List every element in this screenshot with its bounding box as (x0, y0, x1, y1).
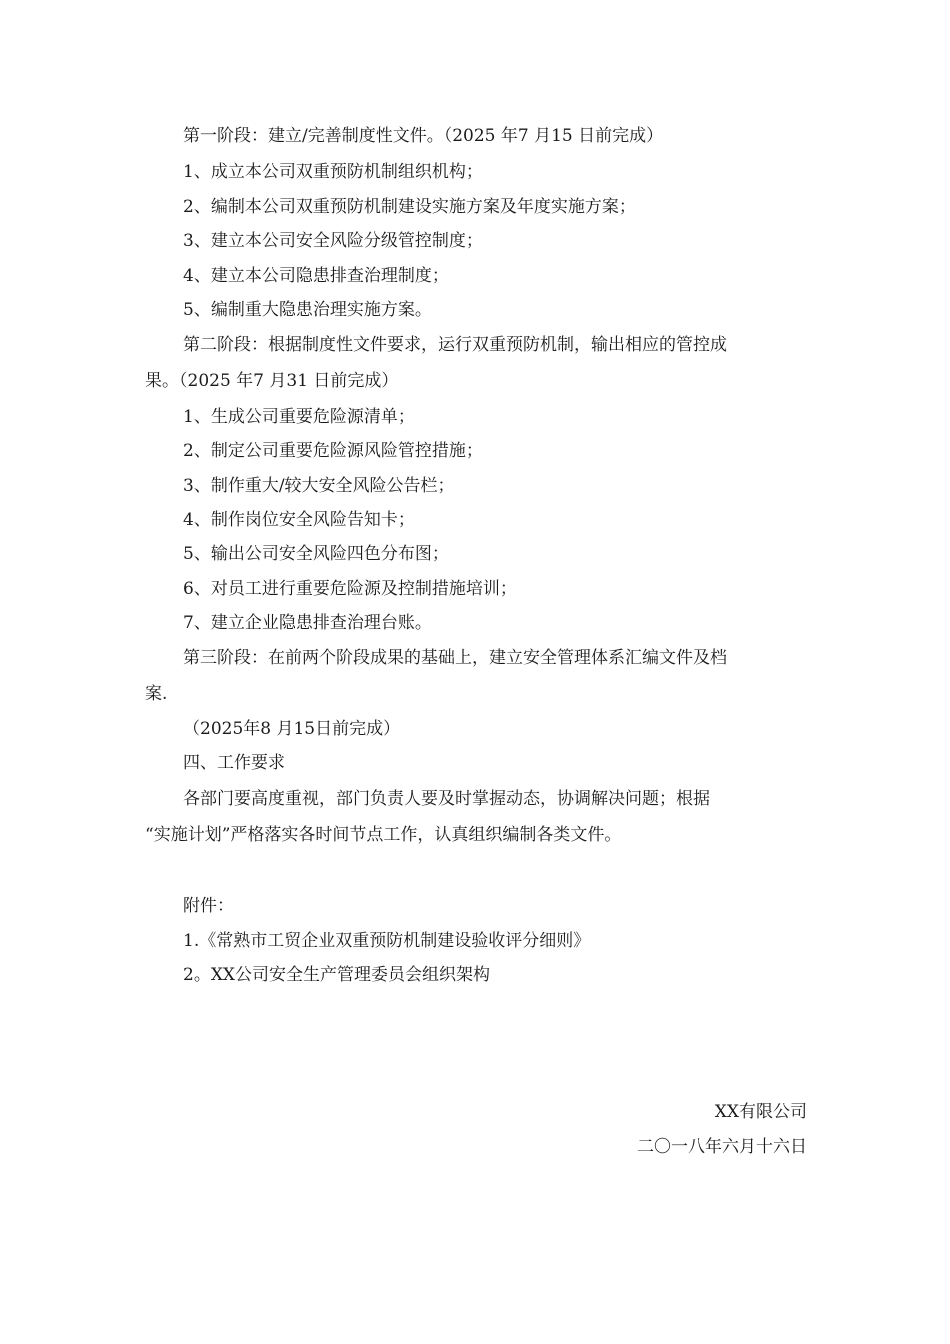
phase2-item: 3、制作重大/较大安全风险公告栏； (183, 476, 455, 496)
phase1-item: 1、成立本公司双重预防机制组织机构； (183, 162, 483, 182)
phase1-heading: 第一阶段：建立/完善制度性文件。（2025 年7 月15 日前完成） (183, 126, 664, 146)
signature-company: XX有限公司 (714, 1102, 807, 1122)
phase1-item: 4、建立本公司隐患排查治理制度； (183, 266, 449, 286)
phase2-item: 5、输出公司安全风险四色分布图； (183, 544, 449, 564)
phase3-heading: 第三阶段：在前两个阶段成果的基础上，建立安全管理体系汇编文件及档 (183, 648, 727, 668)
phase2-item: 4、制作岗位安全风险告知卡； (183, 510, 415, 530)
phase2-item: 6、对员工进行重要危险源及控制措施培训； (183, 579, 517, 599)
attachments-label: 附件： (183, 896, 234, 916)
attachment-item: 1.《常熟市工贸企业双重预防机制建设验收评分细则》 (183, 931, 591, 951)
phase2-item: 1、生成公司重要危险源清单； (183, 407, 415, 427)
phase1-item: 2、编制本公司双重预防机制建设实施方案及年度实施方案； (183, 197, 636, 217)
section4-body-cont: “实施计划”严格落实各时间节点工作，认真组织编制各类文件。 (145, 825, 622, 845)
phase2-heading-cont: 果。（2025 年7 月31 日前完成） (145, 371, 399, 391)
phase2-item: 2、制定公司重要危险源风险管控措施； (183, 441, 483, 461)
attachment-item: 2。XX公司安全生产管理委员会组织架构 (183, 965, 491, 985)
signature-date: 二〇一八年六月十六日 (637, 1137, 807, 1157)
phase2-heading: 第二阶段：根据制度性文件要求，运行双重预防机制，输出相应的管控成 (183, 335, 727, 355)
section4-title: 四、工作要求 (183, 753, 285, 773)
phase1-item: 3、建立本公司安全风险分级管控制度； (183, 231, 483, 251)
phase1-item: 5、编制重大隐患治理实施方案。 (183, 300, 432, 320)
section4-body: 各部门要高度重视，部门负责人要及时掌握动态，协调解决问题；根据 (183, 789, 710, 809)
phase3-deadline: （2025年8 月15日前完成） (183, 719, 401, 739)
phase3-heading-cont: 案. (145, 684, 168, 704)
phase2-item: 7、建立企业隐患排查治理台账。 (183, 613, 432, 633)
